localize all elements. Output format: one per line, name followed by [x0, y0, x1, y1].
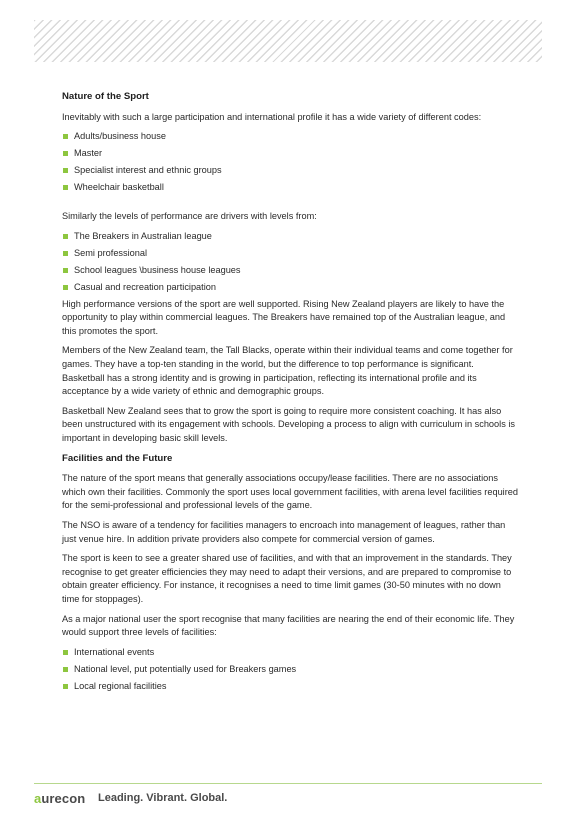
header-hatch-band — [34, 20, 542, 62]
list-item: Specialist interest and ethnic groups — [62, 164, 518, 178]
list-item: Adults/business house — [62, 130, 518, 144]
codes-list — [62, 130, 518, 195]
footer-divider — [34, 783, 542, 784]
list-item: Semi professional — [62, 247, 518, 261]
paragraph: Members of the New Zealand team, the Tall Blacks, operate within their individual teams and come together for games. They have a top-ten standing in the world, but the difference to top performance is significant. Basketball has a strong identity and is growing in participation, reflecting its international profile and its acceptance by a wide variety of ethnic and demographic groups. — [62, 345, 513, 397]
facility-levels-list — [62, 646, 518, 694]
paragraph: High performance versions of the sport are well supported. Rising New Zealand players are likely to have the opportunity to play within commercial leagues. The Breakers have remained top of the Australian league, and this promotes the sport. — [62, 298, 506, 336]
list-item: Master — [62, 147, 518, 161]
section-heading-nature: Nature of the Sport — [62, 91, 149, 102]
aurecon-logo — [34, 791, 85, 806]
paragraph: The NSO is aware of a tendency for facilities managers to encroach into management of leagues, rather than just venue hire. In addition private providers also compete for commercial version of games. — [62, 519, 506, 544]
list-item: Local regional facilities — [62, 680, 518, 694]
document-body — [62, 90, 518, 697]
paragraph: The nature of the sport means that generally associations occupy/lease facilities. There are no associations which own their facilities. Commonly the sport uses local government facilities, with arena level facilities required for the semi-professional and professional levels of the game. — [62, 473, 519, 511]
paragraph: Inevitably with such a large participation and international profile it has a wide variety of different codes: — [62, 111, 482, 122]
logo-accent-letter: a — [34, 791, 42, 806]
list-item: School leagues \business house leagues — [62, 264, 518, 278]
paragraph: Similarly the levels of performance are drivers with levels from: — [62, 211, 317, 222]
list-item: The Breakers in Australian league — [62, 230, 518, 244]
footer-tagline: Leading. Vibrant. Global. — [98, 792, 228, 804]
logo-wordmark: urecon — [41, 791, 86, 806]
list-item: Casual and recreation participation — [62, 281, 518, 295]
section-heading-facilities: Facilities and the Future — [62, 452, 173, 464]
list-item: National level, put potentially used for Breakers games — [62, 663, 518, 677]
levels-list — [62, 230, 518, 295]
paragraph: The sport is keen to see a greater shared use of facilities, and with that an improvement in the standards. They recognise to get greater efficiencies they may need to adapt their versions, and are prepared to compromise to obtain greater efficiency. For instance, it recognises a need to time limit games (30-50 minutes with no down time for stoppages). — [62, 553, 512, 604]
paragraph: Basketball New Zealand sees that to grow the sport is going to require more consistent coaching. It has also been unstructured with its engagement with schools. Developing a process to align with curriculum in schools is important in developing basic skill levels. — [62, 405, 515, 443]
paragraph: As a major national user the sport recognise that many facilities are nearing the end of their economic life. They would support three levels of facilities: — [62, 613, 515, 638]
list-item: International events — [62, 646, 518, 660]
list-item: Wheelchair basketball — [62, 181, 518, 195]
